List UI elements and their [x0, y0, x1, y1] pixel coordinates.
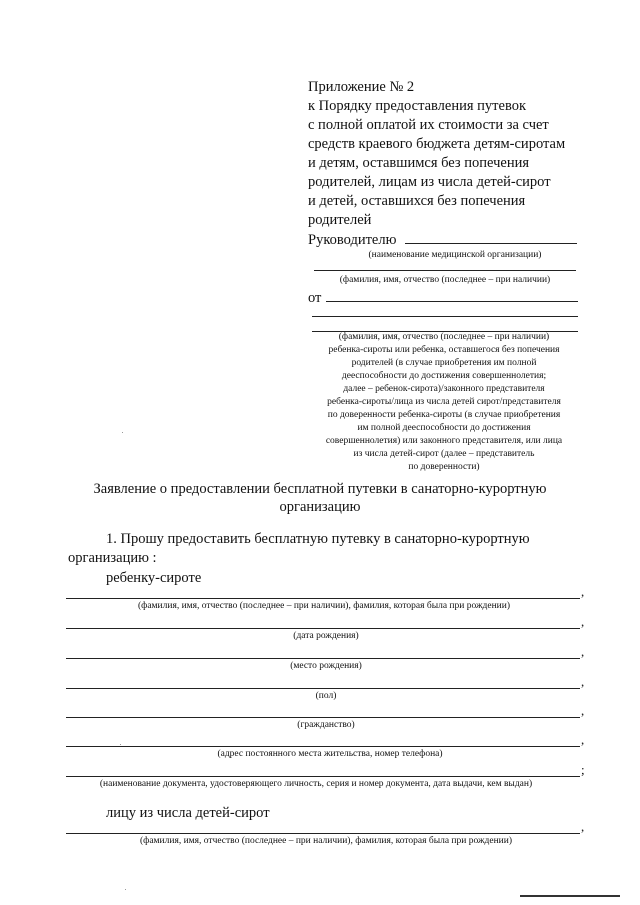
from-label: от: [308, 290, 322, 306]
appendix-line: и детям, оставшимся без попечения: [308, 155, 530, 171]
citizenship-field[interactable]: [66, 717, 580, 718]
scan-edge-line: [520, 895, 620, 897]
applicant-caption-line: совершеннолетия) или законного представителя, или лица: [325, 436, 563, 446]
address-field[interactable]: [66, 746, 580, 747]
comma: ,: [581, 584, 585, 599]
applicant-caption-line: дееспособности до достижения совершеннолетия;: [341, 371, 547, 381]
org-name-field[interactable]: [405, 243, 577, 244]
child-fullname-caption: (фамилия, имя, отчество (последнее – при наличии), фамилия, которая была при рождении): [138, 601, 510, 611]
child-label: ребенку-сироте: [106, 570, 202, 586]
citizenship-caption: (гражданство): [297, 720, 355, 730]
comma: ,: [581, 674, 585, 689]
item1-line1: 1. Прошу предоставить бесплатную путевку в санаторно-курортную: [106, 531, 530, 547]
semicolon: ;: [581, 762, 585, 777]
applicant-caption-line: по доверенности): [408, 462, 480, 472]
scan-speck: [125, 889, 126, 890]
comma: ,: [581, 819, 585, 834]
applicant-caption-line: далее – ребенок-сирота)/законного представителя: [343, 384, 545, 394]
appendix-line: средств краевого бюджета детям-сиротам: [308, 136, 566, 152]
comma: ,: [581, 732, 585, 747]
comma: ,: [581, 644, 585, 659]
to-label: Руководителю: [308, 232, 397, 248]
person-fullname-field[interactable]: [66, 833, 580, 834]
comma: ,: [581, 703, 585, 718]
person-fullname-caption: (фамилия, имя, отчество (последнее – при наличии), фамилия, которая была при рождении): [140, 836, 512, 846]
document-title-line2: организацию: [279, 499, 361, 515]
appendix-line: Приложение № 2: [308, 79, 415, 95]
appendix-line: к Порядку предоставления путевок: [308, 98, 526, 114]
appendix-line: с полной оплатой их стоимости за счет: [308, 117, 549, 133]
applicant-field-2[interactable]: [312, 316, 578, 317]
org-caption: (наименование медицинской организации): [368, 250, 542, 260]
document-title-line1: Заявление о предоставлении бесплатной путевки в санаторно-курортную: [93, 481, 547, 497]
birth-date-field[interactable]: [66, 628, 580, 629]
applicant-caption-line: ребенка-сироты/лица из числа детей сирот/представителя: [327, 397, 561, 407]
applicant-caption-line: ребенка-сироты или ребенка, оставшегося без попечения: [328, 345, 560, 355]
birth-place-caption: (место рождения): [290, 661, 362, 671]
applicant-caption-line: им полной дееспособности до достижения: [357, 423, 531, 433]
person-label: лицу из числа детей-сирот: [106, 805, 270, 821]
appendix-line: и детей, оставшихся без попечения: [308, 193, 526, 209]
applicant-caption-line: (фамилия, имя, отчество (последнее – при наличии): [338, 332, 550, 342]
scan-speck: [120, 744, 121, 745]
head-name-caption: (фамилия, имя, отчество (последнее – при наличии): [339, 275, 551, 285]
appendix-line: родителей: [308, 212, 372, 228]
birth-date-caption: (дата рождения): [293, 631, 359, 641]
comma: ,: [581, 614, 585, 629]
item1-line2: организацию :: [68, 550, 157, 566]
birth-place-field[interactable]: [66, 658, 580, 659]
applicant-caption: [305, 331, 583, 474]
applicant-caption-line: родителей (в случае приобретения им полной: [351, 358, 537, 368]
appendix-block: [308, 78, 565, 230]
scan-speck: [122, 432, 123, 433]
child-fullname-field[interactable]: [66, 598, 580, 599]
applicant-caption-line: по доверенности ребенка-сироты (в случае приобретения: [327, 410, 561, 420]
sex-field[interactable]: [66, 688, 580, 689]
applicant-field-1[interactable]: [326, 301, 578, 302]
applicant-caption-line: из числа детей-сирот (далее – представитель: [353, 449, 535, 459]
address-caption: (адрес постоянного места жительства, номер телефона): [217, 749, 443, 759]
appendix-line: родителей, лицам из числа детей-сирот: [308, 174, 551, 190]
id-document-caption: (наименование документа, удостоверяющего личность, серия и номер документа, дата выдачи, кем выдан): [99, 779, 533, 789]
id-document-field[interactable]: [66, 776, 580, 777]
head-name-field[interactable]: [314, 270, 576, 271]
sex-caption: (пол): [315, 691, 337, 701]
